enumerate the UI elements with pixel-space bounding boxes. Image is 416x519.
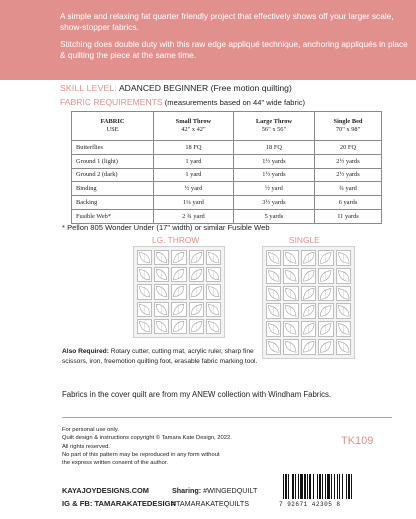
table-cell: ½ yard: [233, 182, 314, 196]
fabric-requirements-heading: [60, 97, 305, 108]
quilt-block: [283, 268, 298, 284]
sharing-tag: #WINGEDQUILT: [201, 486, 258, 495]
table-cell: 1¼ yard: [154, 196, 234, 210]
website: KAYAJOYDESIGNS.COM: [62, 486, 149, 495]
quilt-block: [137, 319, 152, 334]
table-header: Small Throw 42" x 42": [154, 112, 234, 141]
large-throw-label: LG. THROW: [152, 235, 200, 245]
fabric-requirements-note: (measurements based on 44" wide fabric): [162, 98, 306, 107]
quilt-block: [318, 268, 333, 284]
quilt-block: [266, 250, 281, 266]
table-cell: 2 ¾ yard: [154, 209, 234, 223]
quilt-block: [301, 339, 316, 355]
quilt-block: [206, 302, 221, 317]
quilt-block: [137, 302, 152, 317]
table-cell: 2½ yards: [315, 154, 382, 168]
sharing-hashtag: [172, 486, 257, 495]
quilt-block: [171, 302, 186, 317]
skill-level-label: SKILL LEVEL:: [60, 83, 118, 93]
table-cell: 1 yard: [154, 168, 234, 182]
quilt-block: [206, 267, 221, 282]
table-cell: ½ yard: [154, 182, 234, 196]
legal-line: the express written consent of the author.: [62, 460, 169, 467]
barcode: [283, 474, 378, 499]
quilt-block: [318, 286, 333, 302]
skill-level-value: ADANCED BEGINNER (Free motion quilting): [117, 83, 292, 93]
designer-hashtag: #TAMARAKATEQUILTS: [172, 499, 250, 508]
quilt-block: [206, 250, 221, 265]
quilt-block: [266, 339, 281, 355]
quilt-block: [266, 303, 281, 319]
quilt-block: [266, 268, 281, 284]
quilt-block: [171, 267, 186, 282]
quilt-block: [206, 284, 221, 299]
table-cell: 3½ yards: [233, 196, 314, 210]
quilt-block: [137, 267, 152, 282]
table-header-row: [72, 112, 382, 141]
quilt-block: [301, 303, 316, 319]
fabric-requirements-label: FABRIC REQUIREMENTS: [60, 97, 163, 107]
quilt-block: [336, 250, 351, 266]
table-cell: 1 yard: [154, 154, 234, 168]
quilt-block: [283, 321, 298, 337]
legal-line: All rights reserved.: [62, 443, 111, 450]
quilt-block: [171, 319, 186, 334]
quilt-block: [318, 250, 333, 266]
quilt-block: [206, 319, 221, 334]
quilt-block: [336, 268, 351, 284]
quilt-block: [283, 339, 298, 355]
single-label: SINGLE: [289, 235, 320, 245]
quilt-block: [189, 319, 204, 334]
table-cell: 1½ yards: [233, 168, 314, 182]
also-required: [62, 347, 262, 366]
quilt-block: [154, 302, 169, 317]
table-row: [72, 182, 382, 196]
intro-paragraph-1: A simple and relaxing fat quarter friendly project that effectively shows off your larger scale, show-stopper fabrics.: [60, 11, 394, 32]
table-cell: 1½ yards: [233, 154, 314, 168]
table-cell: 11 yards: [315, 209, 382, 223]
table-cell: 2½ yards: [315, 168, 382, 182]
table-cell: Ground 2 (dark): [72, 168, 154, 182]
social-handle: IG & FB: TAMARAKATEDESIGN: [62, 499, 177, 508]
table-cell: Binding: [72, 182, 154, 196]
table-header: Single Bed 70" x 98": [315, 112, 382, 141]
table-cell: 20 FQ: [315, 141, 382, 155]
table-cell: Backing: [72, 196, 154, 210]
quilt-block: [318, 339, 333, 355]
quilt-block: [336, 286, 351, 302]
quilt-block: [189, 250, 204, 265]
legal-line: For personal use only.: [62, 427, 119, 433]
table-cell: Ground 1 (light): [72, 154, 154, 168]
table-row: [72, 154, 382, 168]
table-header: FABRIC USE: [72, 112, 154, 141]
table-cell: Butterflies: [72, 141, 154, 155]
quilt-block: [154, 284, 169, 299]
quilt-block: [301, 321, 316, 337]
product-code: TK109: [341, 435, 374, 447]
quilt-block: [301, 286, 316, 302]
legal-line: Quilt design & instructions copyright © Tamara Kate Design, 2022.: [62, 435, 232, 442]
sharing-label: Sharing:: [172, 486, 202, 495]
quilt-block: [137, 284, 152, 299]
quilt-block: [301, 250, 316, 266]
table-cell: ¾ yard: [315, 182, 382, 196]
pellon-note: * Pellon 805 Wonder Under (17" width) or similar Fusible Web: [62, 223, 270, 232]
table-cell: 18 FQ: [154, 141, 234, 155]
quilt-block: [189, 284, 204, 299]
quilt-block: [266, 286, 281, 302]
divider: [62, 417, 392, 418]
skill-level: [60, 83, 292, 94]
quilt-block: [336, 339, 351, 355]
quilt-block: [283, 250, 298, 266]
quilt-block: [154, 250, 169, 265]
quilt-block: [283, 286, 298, 302]
table-row: [72, 209, 382, 223]
quilt-block: [171, 284, 186, 299]
also-required-label: Also Required:: [62, 348, 109, 355]
legal-line: No part of this pattern may be reproduced in any form without: [62, 451, 220, 458]
table-cell: 18 FQ: [233, 141, 314, 155]
intro-paragraph-2: Stitching does double duty with this raw edge appliqué technique, anchoring appliqués in place & quilting the piece at the same time.: [60, 39, 408, 60]
table-row: [72, 196, 382, 210]
collection-note: Fabrics in the cover quilt are from my ANEW collection with Windham Fabrics.: [62, 390, 332, 399]
quilt-block: [336, 303, 351, 319]
table-cell: Fusible Web*: [72, 209, 154, 223]
quilt-block: [318, 303, 333, 319]
quilt-block: [171, 250, 186, 265]
quilt-block: [137, 250, 152, 265]
table-cell: 5 yards: [233, 209, 314, 223]
table-cell: 6 yards: [315, 196, 382, 210]
legal-notice: [62, 426, 302, 467]
large-throw-quilt-diagram: [133, 246, 225, 338]
single-quilt-diagram: [262, 246, 355, 359]
quilt-block: [301, 268, 316, 284]
quilt-block: [283, 303, 298, 319]
table-row: [72, 141, 382, 155]
quilt-block: [336, 321, 351, 337]
quilt-block: [154, 319, 169, 334]
quilt-block: [318, 321, 333, 337]
barcode-number: 7 92671 42305 8: [279, 501, 341, 508]
also-required-text: Rotary cutter, cutting mat, acrylic ruler, sharp fine scissors, iron, freemotion quilting foot, erasable fabric marking tool.: [62, 348, 258, 365]
quilt-block: [266, 321, 281, 337]
quilt-block: [189, 302, 204, 317]
fabric-table: [71, 111, 382, 224]
quilt-block: [154, 267, 169, 282]
quilt-block: [189, 267, 204, 282]
table-header: Large Throw 56" x 56": [233, 112, 314, 141]
table-row: [72, 168, 382, 182]
